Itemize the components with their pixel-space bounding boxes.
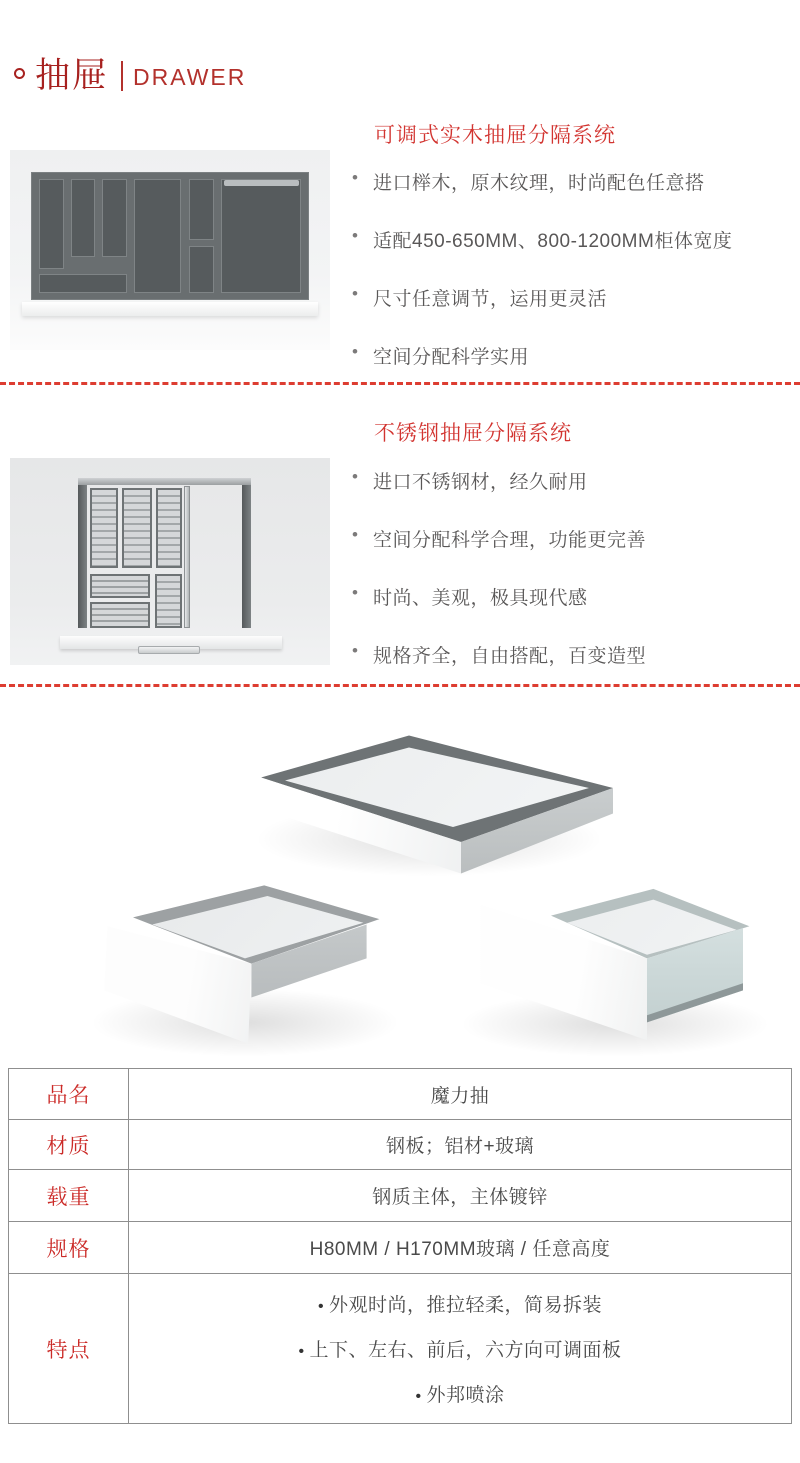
- feature-item: • 上下、左右、前后，六方向可调面板: [298, 1335, 621, 1362]
- row-value: 钢质主体，主体镀锌: [372, 1187, 548, 1208]
- row-label: 规格: [9, 1222, 129, 1273]
- glass-drawer-image: [455, 880, 775, 1058]
- circle-bullet-icon: [14, 68, 25, 79]
- row-value: 魔力抽: [430, 1085, 490, 1107]
- table-row: [9, 1069, 791, 1119]
- row-label: 特点: [9, 1274, 129, 1423]
- bullet-item: • 规格齐全，自由搭配，百变造型: [352, 641, 792, 668]
- wooden-organizer-image: [10, 150, 330, 350]
- wood-rail: [224, 180, 299, 186]
- feature-item: • 外邦喷涂: [415, 1380, 504, 1407]
- bullet-item: • 进口榉木，原木纹理，时尚配色任意搭: [352, 168, 792, 195]
- table-row: [9, 1119, 791, 1169]
- row-value: H80MM / H170MM玻璃 / 任意高度: [309, 1239, 611, 1260]
- feature-item: • 外观时尚，推拉轻柔，简易拆装: [318, 1290, 602, 1317]
- bullet-item: • 空间分配科学实用: [352, 342, 792, 369]
- drawer-handle: [138, 646, 200, 654]
- wood-drawer-front: [22, 302, 318, 316]
- dashed-divider: [0, 684, 800, 687]
- features-list: [129, 1274, 791, 1423]
- row-value: 钢板；铝材+玻璃: [385, 1136, 535, 1157]
- wood-tray: [31, 172, 309, 300]
- table-row: [9, 1221, 791, 1273]
- title-divider: [121, 61, 123, 91]
- table-row: [9, 1169, 791, 1221]
- row-label: 载重: [9, 1170, 129, 1221]
- shallow-drawer-image: [225, 728, 625, 878]
- row-label: 品名: [9, 1069, 129, 1119]
- spec-table: [8, 1068, 792, 1424]
- deep-drawer-image: [85, 880, 405, 1058]
- bullet-item: • 空间分配科学合理，功能更完善: [352, 525, 792, 552]
- section2-bullets: [352, 467, 792, 699]
- page-title: [14, 48, 246, 98]
- section1-title: 可调式实木抽屉分隔系统: [374, 124, 616, 147]
- page-title-cn: 抽屉: [35, 56, 110, 95]
- page-title-en: DRAWER: [133, 63, 247, 90]
- row-label: 材质: [9, 1120, 129, 1169]
- dashed-divider: [0, 382, 800, 385]
- section1-bullets: [352, 168, 792, 400]
- bullet-item: • 时尚、美观，极具现代感: [352, 583, 792, 610]
- bullet-item: • 进口不锈钢材，经久耐用: [352, 467, 792, 494]
- section2-title: 不锈钢抽屉分隔系统: [374, 422, 572, 445]
- steel-organizer-image: [10, 458, 330, 665]
- table-row-features: [9, 1273, 791, 1423]
- bullet-item: • 尺寸任意调节，运用更灵活: [352, 284, 792, 311]
- bullet-item: • 适配450-650MM、800-1200MM柜体宽度: [352, 226, 792, 253]
